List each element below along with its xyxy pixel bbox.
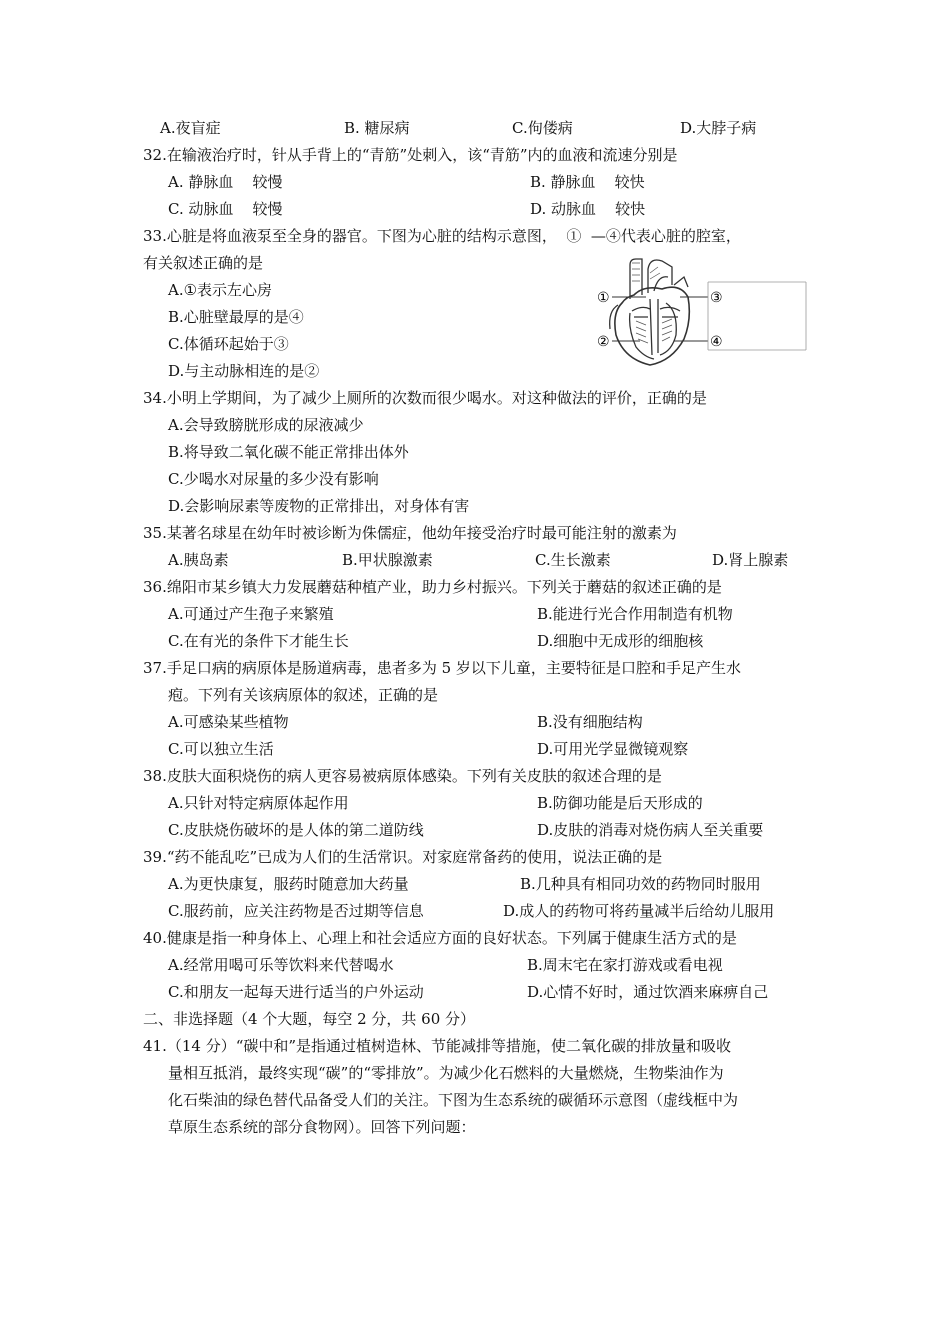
q35-option-a: A.胰岛素	[168, 551, 229, 569]
q37-option-a: A.可感染某些植物	[168, 713, 289, 731]
q41-line3: 化石柴油的绿色替代品备受人们的关注。下图为生态系统的碳循环示意图（虚线框中为	[168, 1091, 739, 1109]
q37-stem-line1: 37.手足口病的病原体是肠道病毒，患者多为 5 岁以下儿童，主要特征是口腔和手足产生水	[143, 659, 741, 677]
q35-option-d: D.肾上腺素	[712, 551, 789, 569]
heart-diagram	[588, 255, 808, 367]
q40-option-a: A.经常用喝可乐等饮料来代替喝水	[168, 956, 394, 974]
q32-option-a: A. 静脉血 较慢	[168, 173, 283, 191]
q37-stem-line2: 疱。下列有关该病原体的叙述，正确的是	[168, 686, 439, 704]
q40-option-c: C.和朋友一起每天进行适当的户外运动	[168, 983, 424, 1001]
q36-option-a: A.可通过产生孢子来繁殖	[168, 605, 334, 623]
q34-option-b: B.将导致二氧化碳不能正常排出体外	[168, 443, 409, 461]
q39-option-d: D.成人的药物可将药量减半后给幼儿服用	[503, 902, 775, 920]
heart-label-1: ①	[597, 290, 610, 306]
q36-option-c: C.在有光的条件下才能生长	[168, 632, 349, 650]
q32-stem: 32.在输液治疗时，针从手背上的“青筋”处刺入，该“青筋”内的血液和流速分别是	[143, 146, 678, 164]
q33-stem-line1: 33.心脏是将血液泵至全身的器官。下图为心脏的结构示意图， ① —④代表心脏的腔室，	[143, 227, 741, 245]
q31-option-c: C.佝偻病	[512, 119, 573, 137]
q37-option-d: D.可用光学显微镜观察	[537, 740, 689, 758]
q32-option-d: D. 动脉血 较快	[530, 200, 646, 218]
q32-option-b: B. 静脉血 较快	[530, 173, 645, 191]
q35-option-c: C.生长激素	[535, 551, 611, 569]
q35-stem: 35.某著名球星在幼年时被诊断为侏儒症，他幼年接受治疗时最可能注射的激素为	[143, 524, 677, 542]
q34-option-c: C.少喝水对尿量的多少没有影响	[168, 470, 379, 488]
q36-option-b: B.能进行光合作用制造有机物	[537, 605, 733, 623]
q40-option-d: D.心情不好时，通过饮酒来麻痹自己	[527, 983, 769, 1001]
q33-option-a: A.①表示左心房	[168, 281, 273, 299]
q33-option-b: B.心脏壁最厚的是④	[168, 308, 304, 326]
q31-option-a: A.夜盲症	[160, 119, 221, 137]
q41-line2: 量相互抵消，最终实现“碳”的“零排放”。为减少化石燃料的大量燃烧，生物柴油作为	[168, 1064, 724, 1082]
q38-option-b: B.防御功能是后天形成的	[537, 794, 703, 812]
q38-option-d: D.皮肤的消毒对烧伤病人至关重要	[537, 821, 764, 839]
q41-line1: 41.（14 分）“碳中和”是指通过植树造林、节能减排等措施，使二氧化碳的排放量和吸收	[143, 1037, 732, 1055]
q40-stem: 40.健康是指一种身体上、心理上和社会适应方面的良好状态。下列属于健康生活方式的是	[143, 929, 737, 947]
q40-option-b: B.周末宅在家打游戏或看电视	[527, 956, 723, 974]
q36-stem: 36.绵阳市某乡镇大力发展蘑菇种植产业，助力乡村振兴。下列关于蘑菇的叙述正确的是	[143, 578, 722, 596]
heart-label-3: ③	[710, 290, 723, 306]
q38-option-c: C.皮肤烧伤破坏的是人体的第二道防线	[168, 821, 424, 839]
q31-option-d: D.大脖子病	[680, 119, 757, 137]
q39-option-b: B.几种具有相同功效的药物同时服用	[520, 875, 761, 893]
q33-stem-line2: 有关叙述正确的是	[143, 254, 264, 272]
q34-option-a: A.会导致膀胱形成的尿液减少	[168, 416, 364, 434]
q34-stem: 34.小明上学期间，为了减少上厕所的次数而很少喝水。对这种做法的评价，正确的是	[143, 389, 707, 407]
q39-stem: 39.“药不能乱吃”已成为人们的生活常识。对家庭常备药的使用，说法正确的是	[143, 848, 663, 866]
section-2-heading: 二、非选择题（4 个大题，每空 2 分，共 60 分）	[143, 1010, 476, 1028]
q33-option-d: D.与主动脉相连的是②	[168, 362, 320, 380]
q37-option-b: B.没有细胞结构	[537, 713, 643, 731]
q36-option-d: D.细胞中无成形的细胞核	[537, 632, 704, 650]
q39-option-a: A.为更快康复，服药时随意加大药量	[168, 875, 409, 893]
heart-label-4: ④	[710, 334, 723, 350]
q41-line4: 草原生态系统的部分食物网）。回答下列问题：	[168, 1118, 476, 1136]
q33-option-c: C.体循环起始于③	[168, 335, 289, 353]
q35-option-b: B.甲状腺激素	[342, 551, 433, 569]
q38-option-a: A.只针对特定病原体起作用	[168, 794, 349, 812]
q37-option-c: C.可以独立生活	[168, 740, 274, 758]
q38-stem: 38.皮肤大面积烧伤的病人更容易被病原体感染。下列有关皮肤的叙述合理的是	[143, 767, 662, 785]
q39-option-c: C.服药前，应关注药物是否过期等信息	[168, 902, 424, 920]
q32-option-c: C. 动脉血 较慢	[168, 200, 283, 218]
heart-label-2: ②	[597, 334, 610, 350]
q34-option-d: D.会影响尿素等废物的正常排出，对身体有害	[168, 497, 470, 515]
q31-option-b: B. 糖尿病	[344, 119, 410, 137]
